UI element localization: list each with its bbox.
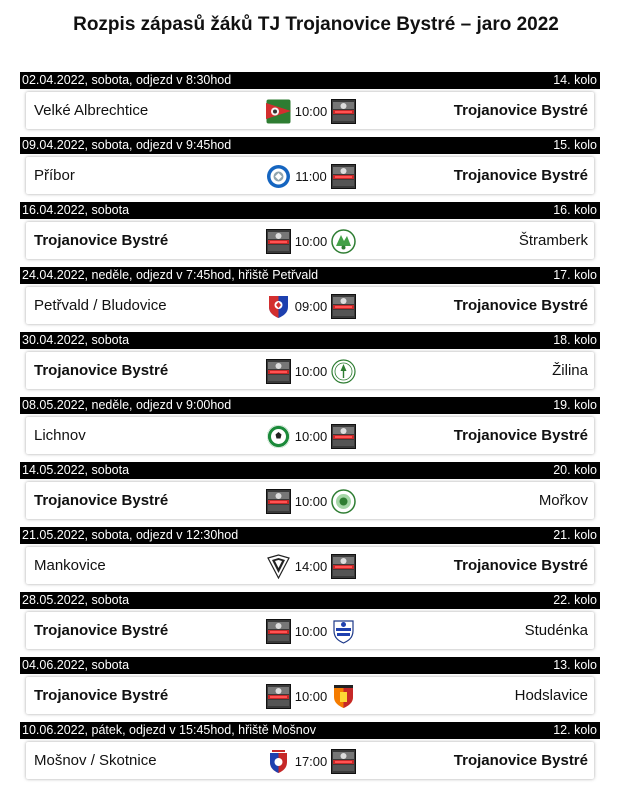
- lichnov-logo: [266, 424, 291, 449]
- kickoff-time: 10:00: [294, 428, 328, 444]
- match-round: 18. kolo: [553, 333, 597, 347]
- match-row: [20, 202, 600, 267]
- trojanovice-logo: [331, 164, 356, 189]
- trojanovice-logo: [331, 749, 356, 774]
- match-date-info: 24.04.2022, neděle, odjezd v 7:45hod, hřiště Petřvald: [22, 268, 319, 282]
- match-date-info: 14.05.2022, sobota: [22, 463, 130, 477]
- home-team: Mošnov / Skotnice: [34, 752, 157, 769]
- match-center: [266, 293, 356, 319]
- match-date-info: 10.06.2022, pátek, odjezd v 15:45hod, hřiště Mošnov: [22, 723, 316, 737]
- match-card: [26, 157, 594, 194]
- match-card: [26, 222, 594, 259]
- match-round: 16. kolo: [553, 203, 597, 217]
- trojanovice-logo: [266, 684, 291, 709]
- trojanovice-logo: [266, 359, 291, 384]
- match-round: 22. kolo: [553, 593, 597, 607]
- match-row: [20, 267, 600, 332]
- petrvald-logo: [266, 294, 291, 319]
- home-team: Trojanovice Bystré: [34, 687, 169, 704]
- match-date-info: 21.05.2022, sobota, odjezd v 12:30hod: [22, 528, 239, 542]
- match-date-info: 16.04.2022, sobota: [22, 203, 130, 217]
- trojanovice-logo: [331, 424, 356, 449]
- match-info-bar: [20, 267, 600, 284]
- home-team: Petřvald / Bludovice: [34, 297, 167, 314]
- kickoff-time: 14:00: [294, 558, 328, 574]
- kickoff-time: 10:00: [294, 688, 328, 704]
- match-round: 20. kolo: [553, 463, 597, 477]
- trojanovice-logo: [331, 294, 356, 319]
- kickoff-time: 11:00: [295, 168, 327, 184]
- match-date-info: 08.05.2022, neděle, odjezd v 9:00hod: [22, 398, 232, 412]
- mosnov-logo: [266, 749, 291, 774]
- match-round: 21. kolo: [553, 528, 597, 542]
- trojanovice-logo: [266, 229, 291, 254]
- match-info-bar: [20, 332, 600, 349]
- trojanovice-logo: [266, 489, 291, 514]
- match-card: [26, 352, 594, 389]
- match-row: [20, 722, 600, 787]
- kickoff-time: 10:00: [294, 103, 328, 119]
- match-center: [266, 488, 356, 514]
- match-card: [26, 417, 594, 454]
- kickoff-time: 10:00: [294, 623, 328, 639]
- match-row: [20, 137, 600, 202]
- match-row: [20, 72, 600, 137]
- trojanovice-logo: [331, 99, 356, 124]
- match-round: 12. kolo: [553, 723, 597, 737]
- match-card: [26, 287, 594, 324]
- kickoff-time: 10:00: [294, 493, 328, 509]
- match-row: [20, 657, 600, 722]
- home-team: Lichnov: [34, 427, 86, 444]
- match-schedule: [20, 72, 600, 787]
- home-team: Trojanovice Bystré: [34, 232, 169, 249]
- home-team: Trojanovice Bystré: [34, 362, 169, 379]
- pribor-logo: [266, 164, 291, 189]
- match-center: [266, 553, 356, 579]
- home-team: Trojanovice Bystré: [34, 492, 169, 509]
- away-team: Trojanovice Bystré: [453, 752, 588, 769]
- match-row: [20, 397, 600, 462]
- match-date-info: 30.04.2022, sobota: [22, 333, 130, 347]
- match-info-bar: [20, 202, 600, 219]
- match-date-info: 04.06.2022, sobota: [22, 658, 130, 672]
- page-title: Rozpis zápasů žáků TJ Trojanovice Bystré – jaro 2022: [73, 14, 559, 35]
- away-team: Trojanovice Bystré: [453, 427, 588, 444]
- match-center: [266, 683, 356, 709]
- match-row: [20, 592, 600, 657]
- away-team: Štramberk: [518, 232, 588, 249]
- match-info-bar: [20, 657, 600, 674]
- trojanovice-logo: [266, 619, 291, 644]
- away-team: Trojanovice Bystré: [453, 102, 588, 119]
- away-team: Žilina: [552, 362, 588, 379]
- match-round: 13. kolo: [553, 658, 597, 672]
- kickoff-time: 17:00: [294, 753, 328, 769]
- match-info-bar: [20, 527, 600, 544]
- match-card: [26, 612, 594, 649]
- match-date-info: 28.05.2022, sobota: [22, 593, 130, 607]
- kickoff-time: 09:00: [294, 298, 328, 314]
- match-card: [26, 677, 594, 714]
- match-center: [266, 423, 356, 449]
- match-row: [20, 527, 600, 592]
- match-info-bar: [20, 72, 600, 89]
- match-card: [26, 92, 594, 129]
- stramberk-logo: [331, 229, 356, 254]
- match-date-info: 02.04.2022, sobota, odjezd v 8:30hod: [22, 73, 232, 87]
- home-team: Velké Albrechtice: [34, 102, 149, 119]
- match-round: 15. kolo: [553, 138, 597, 152]
- match-round: 19. kolo: [553, 398, 597, 412]
- match-center: [266, 748, 356, 774]
- match-card: [26, 482, 594, 519]
- away-team: Trojanovice Bystré: [453, 167, 588, 184]
- match-center: [266, 163, 356, 189]
- away-team: Trojanovice Bystré: [453, 297, 588, 314]
- hodslavice-logo: [331, 684, 356, 709]
- match-date-info: 09.04.2022, sobota, odjezd v 9:45hod: [22, 138, 232, 152]
- match-center: [266, 358, 356, 384]
- match-info-bar: [20, 592, 600, 609]
- zilina-logo: [331, 359, 356, 384]
- match-info-bar: [20, 137, 600, 154]
- morkov-logo: [331, 489, 356, 514]
- match-center: [266, 98, 356, 124]
- velke-albrechtice-logo: [266, 99, 291, 124]
- studenka-logo: [331, 619, 356, 644]
- match-info-bar: [20, 722, 600, 739]
- match-row: [20, 332, 600, 397]
- away-team: Hodslavice: [514, 687, 588, 704]
- home-team: Trojanovice Bystré: [34, 622, 169, 639]
- match-row: [20, 462, 600, 527]
- match-center: [266, 228, 356, 254]
- away-team: Trojanovice Bystré: [453, 557, 588, 574]
- kickoff-time: 10:00: [294, 363, 328, 379]
- match-info-bar: [20, 397, 600, 414]
- kickoff-time: 10:00: [294, 233, 328, 249]
- match-card: [26, 742, 594, 779]
- trojanovice-logo: [331, 554, 356, 579]
- home-team: Příbor: [34, 167, 75, 184]
- match-info-bar: [20, 462, 600, 479]
- away-team: Studénka: [524, 622, 588, 639]
- home-team: Mankovice: [34, 557, 106, 574]
- match-round: 14. kolo: [553, 73, 597, 87]
- match-card: [26, 547, 594, 584]
- match-center: [266, 618, 356, 644]
- match-round: 17. kolo: [553, 268, 597, 282]
- away-team: Mořkov: [538, 492, 588, 509]
- mankovice-logo: [266, 554, 291, 579]
